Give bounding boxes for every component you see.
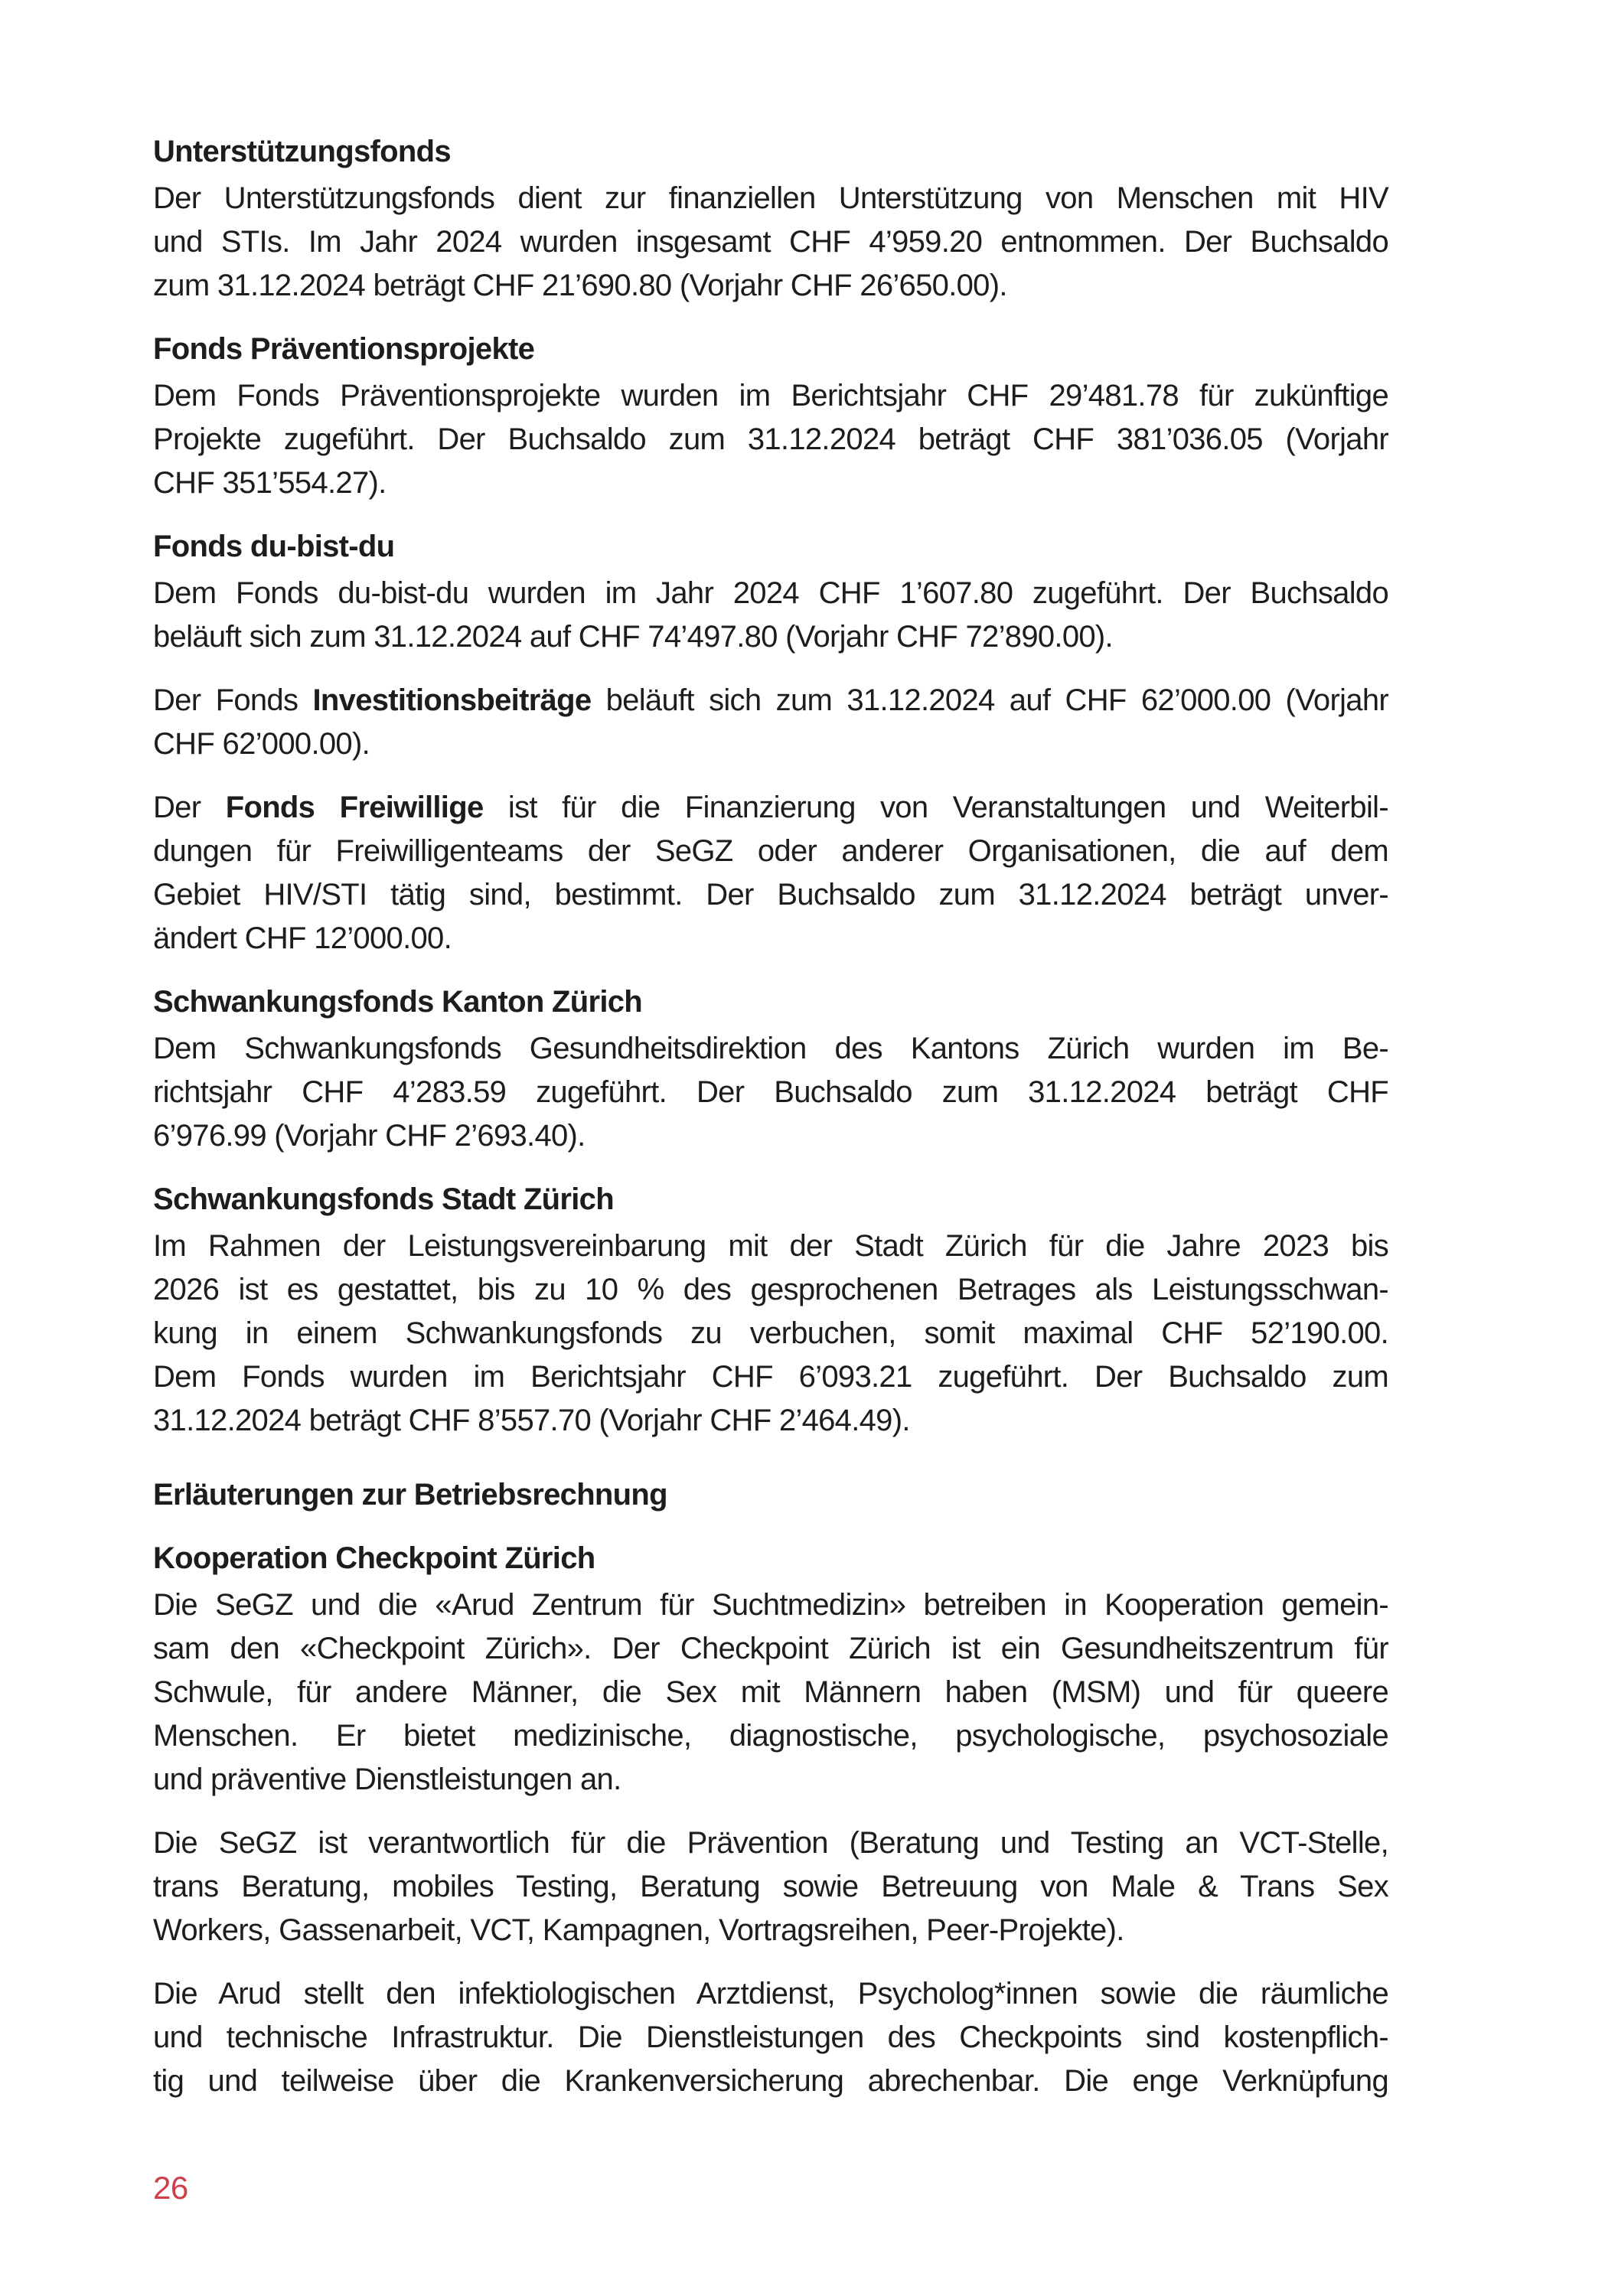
text-line: trans Beratung, mobiles Testing, Beratung sowie Betreuung von Male & Trans Sex [153,1870,1388,1903]
bold-text: Investitionsbeiträge [312,683,592,717]
text-line: und STIs. Im Jahr 2024 wurden insgesamt CHF 4’959.20 entnommen. Der Buchsaldo [153,225,1388,259]
text-line: Die SeGZ und die «Arud Zentrum für Suchtmedizin» betreiben in Kooperation gemein- [153,1588,1388,1622]
text-line: 6’976.99 (Vorjahr CHF 2’693.40). [153,1119,586,1153]
page-number: 26 [153,2170,188,2206]
text-line: Der Unterstützungsfonds dient zur finanziellen Unterstützung von Menschen mit HIV [153,181,1388,215]
paragraph [153,786,1388,960]
paragraph [153,374,1388,505]
paragraph [153,1225,1388,1443]
section-heading: Unterstützungsfonds [153,135,451,168]
text-line: kung in einem Schwankungsfonds zu verbuchen, somit maximal CHF 52’190.00. [153,1316,1388,1350]
paragraph [153,177,1388,308]
text-line: Der Fonds Freiwillige ist für die Finanzierung von Veranstaltungen und Weiterbil- [153,791,1388,824]
text-line: tig und teilweise über die Krankenversicherung abrechenbar. Die enge Verknüpfung [153,2064,1388,2098]
text-line: Menschen. Er bietet medizinische, diagnostische, psychologische, psychosoziale [153,1719,1388,1753]
paragraph [153,1821,1388,1952]
section-heading: Schwankungsfonds Stadt Zürich [153,1182,614,1216]
paragraph [153,1972,1388,2103]
text-line: CHF 351’554.27). [153,466,387,500]
text-line: Dem Fonds du-bist-du wurden im Jahr 2024 CHF 1’607.80 zugeführt. Der Buchsaldo [153,576,1388,610]
text-line: Die Arud stellt den infektiologischen Arztdienst, Psycholog*innen sowie die räumliche [153,1977,1388,2011]
text-line: Workers, Gassenarbeit, VCT, Kampagnen, Vortragsreihen, Peer-Projekte). [153,1913,1124,1947]
text-line: Dem Fonds wurden im Berichtsjahr CHF 6’093.21 zugeführt. Der Buchsaldo zum [153,1360,1388,1394]
text-line: 2026 ist es gestattet, bis zu 10 % des gesprochenen Betrages als Leistungsschwan- [153,1273,1388,1306]
paragraph [153,679,1388,766]
section-heading: Kooperation Checkpoint Zürich [153,1541,595,1575]
text-line: Gebiet HIV/STI tätig sind, bestimmt. Der Buchsaldo zum 31.12.2024 beträgt unver- [153,878,1388,912]
paragraph [153,572,1388,659]
text-line: beläuft sich zum 31.12.2024 auf CHF 74’497.80 (Vorjahr CHF 72’890.00). [153,620,1113,654]
text-line: Der Fonds Investitionsbeiträge beläuft sich zum 31.12.2024 auf CHF 62’000.00 (Vorjahr [153,683,1388,717]
text-line: Dem Fonds Präventionsprojekte wurden im Berichtsjahr CHF 29’481.78 für zukünftige [153,379,1388,413]
text-line: Projekte zugeführt. Der Buchsaldo zum 31.12.2024 beträgt CHF 381’036.05 (Vorjahr [153,422,1388,456]
paragraph [153,1027,1388,1158]
section-title-heading: Erläuterungen zur Betriebsrechnung [153,1478,667,1512]
text-line: Die SeGZ ist verantwortlich für die Prävention (Beratung und Testing an VCT-Stelle, [153,1826,1388,1860]
text-line: richtsjahr CHF 4’283.59 zugeführt. Der Buchsaldo zum 31.12.2024 beträgt CHF [153,1075,1388,1109]
bold-text: Fonds Freiwillige [225,791,484,824]
paragraph [153,1583,1388,1802]
text-line: 31.12.2024 beträgt CHF 8’557.70 (Vorjahr CHF 2’464.49). [153,1404,910,1437]
text-line: Schwule, für andere Männer, die Sex mit Männern haben (MSM) und für queere [153,1675,1388,1709]
section-heading: Schwankungsfonds Kanton Zürich [153,985,643,1019]
text-line: Im Rahmen der Leistungsvereinbarung mit der Stadt Zürich für die Jahre 2023 bis [153,1229,1388,1263]
document-content [153,130,1388,2103]
text-line: Dem Schwankungsfonds Gesundheitsdirektion des Kantons Zürich wurden im Be- [153,1032,1388,1065]
text-line: zum 31.12.2024 beträgt CHF 21’690.80 (Vorjahr CHF 26’650.00). [153,269,1007,302]
section-heading: Fonds du-bist-du [153,530,395,563]
text-line: ändert CHF 12’000.00. [153,921,452,955]
text-line: und präventive Dienstleistungen an. [153,1763,621,1796]
text-line: sam den «Checkpoint Zürich». Der Checkpoint Zürich ist ein Gesundheitszentrum für [153,1632,1388,1665]
text-line: und technische Infrastruktur. Die Dienstleistungen des Checkpoints sind kostenpflich- [153,2020,1388,2054]
text-line: CHF 62’000.00). [153,727,370,761]
section-heading: Fonds Präventionsprojekte [153,332,535,366]
text-line: dungen für Freiwilligenteams der SeGZ oder anderer Organisationen, die auf dem [153,834,1388,868]
